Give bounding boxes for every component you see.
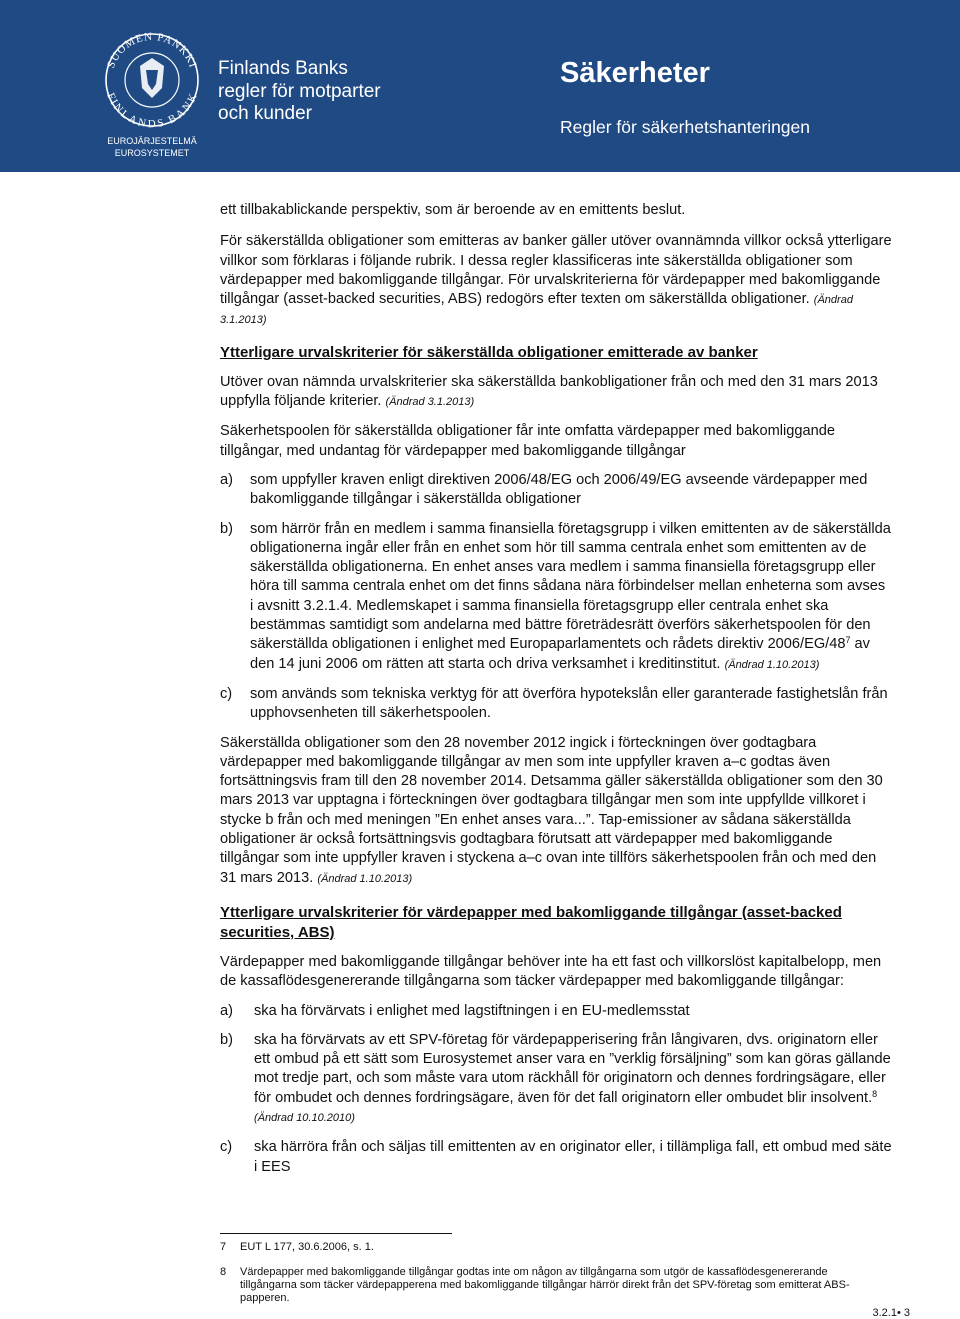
list-text: ska ha förvärvats i enlighet med lagstiftningen i en EU-medlemsstat <box>254 1002 690 1019</box>
list-item-c <box>220 1138 892 1177</box>
list-text <box>250 520 892 675</box>
paragraph-6: Värdepapper med bakomliggande tillgångar behöver inte ha ett fast och villkorslöst kapitalbelopp, men de kassaflödesgenererande tillgångarna som täcker värdepapper med bakomliggande tillgångar: <box>220 953 882 990</box>
amendment-note: (Ändrad 1.10.2013) <box>724 658 820 671</box>
paragraph-1: ett tillbakablickande perspektiv, som är beroende av en emittents beslut. <box>220 202 686 218</box>
list-text-main: ska ha förvärvats av ett SPV-företag för värdepapperisering från långivaren, dvs. originatorn eller ett ombud på ett sätt som Eurosystemet anser vara en ”verklig försäljning” som kan göras gällande mot tredje part, och som måste vara utom räckhåll för originatorn och dennes fordringsägare, eller för ombudet och dennes fordringsägare, även för det fall originatorn eller ombudet blir insolvent. <box>254 1031 891 1106</box>
footnote-divider <box>220 1233 452 1234</box>
org-line-1: Finlands Banks <box>218 58 348 79</box>
list-label: b) <box>220 1031 233 1048</box>
footnote-text: EUT L 177, 30.6.2006, s. 1. <box>240 1241 374 1253</box>
footnote-number: 7 <box>220 1241 227 1253</box>
paragraph-3 <box>220 373 892 413</box>
logo-caption-1: EUROJÄRJESTELMÄ <box>107 136 197 146</box>
list-item-a <box>220 1002 892 1021</box>
org-line-3: och kunder <box>218 103 313 124</box>
page-header <box>0 0 960 172</box>
section-heading-1: Ytterligare urvalskriterier för säkerställda obligationer emitterade av banker <box>220 343 758 361</box>
org-line-2: regler för motparter <box>218 80 381 102</box>
footnote-8 <box>220 1266 870 1306</box>
list-text: som uppfyller kraven enligt direktiven 2006/48/EG och 2006/49/EG avseende värdepapper med bakomliggande tillgångar i säkerställda obligationer <box>250 471 868 508</box>
list-item-b <box>220 1031 892 1128</box>
list-item-c <box>220 685 892 724</box>
list-text <box>254 1031 892 1128</box>
list-label: a) <box>220 471 233 488</box>
footnote-ref-7: 7 <box>845 635 851 646</box>
list-text-main: som härrör från en medlem i samma finansiella företagsgrupp i vilken emittenten av de säkerställda obligationerna ingår eller från en enhet som hör till samma centrala enhet som emittenten av de säkerställda obligationerna. En enhet anses vara medlem i samma finansiella företagsgrupp eller höra till samma centrala enhet om det finns sådana nära förbindelser mellan enheterna som avses i avsnitt 3.2.1.4. Medlemskapet i samma finansiella företagsgrupp eller centrala enhet ska bestämmas samtidigt som andelarna med bättre företrädesrätt överförs säkerhetspoolen för den säkerställda obligationen i enlighet med Europaparlamentets och rådets direktiv 2006/EG/48 <box>250 520 891 653</box>
suomen-pankki-logo-icon <box>100 26 204 162</box>
list-label: b) <box>220 520 233 537</box>
amendment-note: (Ändrad 3.1.2013) <box>220 294 853 327</box>
paragraph-2 <box>220 232 892 330</box>
footnote-number: 8 <box>220 1266 227 1278</box>
amendment-note: (Ändrad 10.10.2010) <box>254 1111 355 1124</box>
paragraph-2-text: För säkerställda obligationer som emitteras av banker gäller utöver ovannämnda villkor också ytterligare villkor som förklaras i följande rubrik. I dessa regler klassificeras inte säkerställda obligationer som värdepapper med bakomliggande tillgångar. För urvalskriterierna för värdepapper med bakomliggande tillgångar (asset-backed securities, ABS) redogörs efter texten om säkerställda obligationer. <box>220 233 892 308</box>
logo-caption-2: EUROSYSTEMET <box>114 148 190 158</box>
paragraph-4: Säkerhetspoolen för säkerställda obligationer får inte omfatta värdepapper med bakomliggande tillgångar, med undantag för värdepapper med bakomliggande tillgångar <box>220 423 835 459</box>
header-title: Säkerheter <box>560 57 710 89</box>
footnote-ref-8: 8 <box>872 1088 878 1099</box>
list-label: a) <box>220 1002 233 1019</box>
svg-text:FINLANDS BANK: FINLANDS BANK <box>104 91 200 131</box>
page-number: 3.2.1• 3 <box>872 1307 910 1319</box>
paragraph-5-text: Säkerställda obligationer som den 28 november 2012 ingick i förteckningen över godtagbara värdepapper med bakomliggande tillgångar av men som inte uppfyller kraven a–c godtas även fortsättningsvis fram till den 28 november 2014. Detsamma gäller säkerställda obligationer som den 30 mars 2013 var upptagna i förteckningen över godtagbara tillgångar men som inte uppfyllde villkoret i stycke b från och med meningen ”En enhet anses vara...”. Tap-emissioner av sådana säkerställda obligationer är också fortsättningsvis godtagbara förutsatt att värdepapper med bakomliggande tillgångar som inte uppfyller kraven i styckena a–c ovan inte tillförs säkerhetspoolen från och med den 31 mars 2013. <box>220 734 883 886</box>
header-org-name <box>218 58 381 126</box>
paragraph-5 <box>220 734 892 889</box>
section-heading-2: Ytterligare urvalskriterier för värdepapper med bakomliggande tillgångar (asset-backed securities, ABS) <box>220 903 842 941</box>
list-text: som används som tekniska verktyg för att överföra hypotekslån eller garanterade fastighetslån från upphovsenheten till säkerhetspoolen. <box>250 685 888 722</box>
footnote-text: Värdepapper med bakomliggande tillgångar godtas inte om någon av tillgångarna som utgör de kassaflödesgenererande tillgångarna som täcker värdepapperena med bakomliggande tillgångar härrör direkt från det SPV-företag som emitterat ABS-papperen. <box>240 1266 850 1305</box>
list-text-end: av den 14 juni 2006 om rätten att starta och driva verksamhet i kreditinstitut. <box>250 636 870 672</box>
header-subtitle: Regler för säkerhetshanteringen <box>560 117 811 137</box>
list-text: ska härröra från och säljas till emittenten av en originator eller, i tillämpliga fall, ett ombud med säte i EES <box>254 1139 892 1175</box>
amendment-note: (Ändrad 1.10.2013) <box>317 872 413 885</box>
paragraph-3-text: Utöver ovan nämnda urvalskriterier ska säkerställda bankobligationer från och med den 31 mars 2013 uppfylla följande kriterier. <box>220 373 878 410</box>
list-label: c) <box>220 685 233 702</box>
list-label: c) <box>220 1139 233 1156</box>
list-item-a <box>220 471 892 510</box>
svg-text:SUOMEN PANKKI: SUOMEN PANKKI <box>105 30 199 70</box>
amendment-note: (Ändrad 3.1.2013) <box>385 396 475 409</box>
list-item-b <box>220 520 892 675</box>
document-body <box>220 201 892 1177</box>
footnote-7 <box>220 1241 870 1254</box>
